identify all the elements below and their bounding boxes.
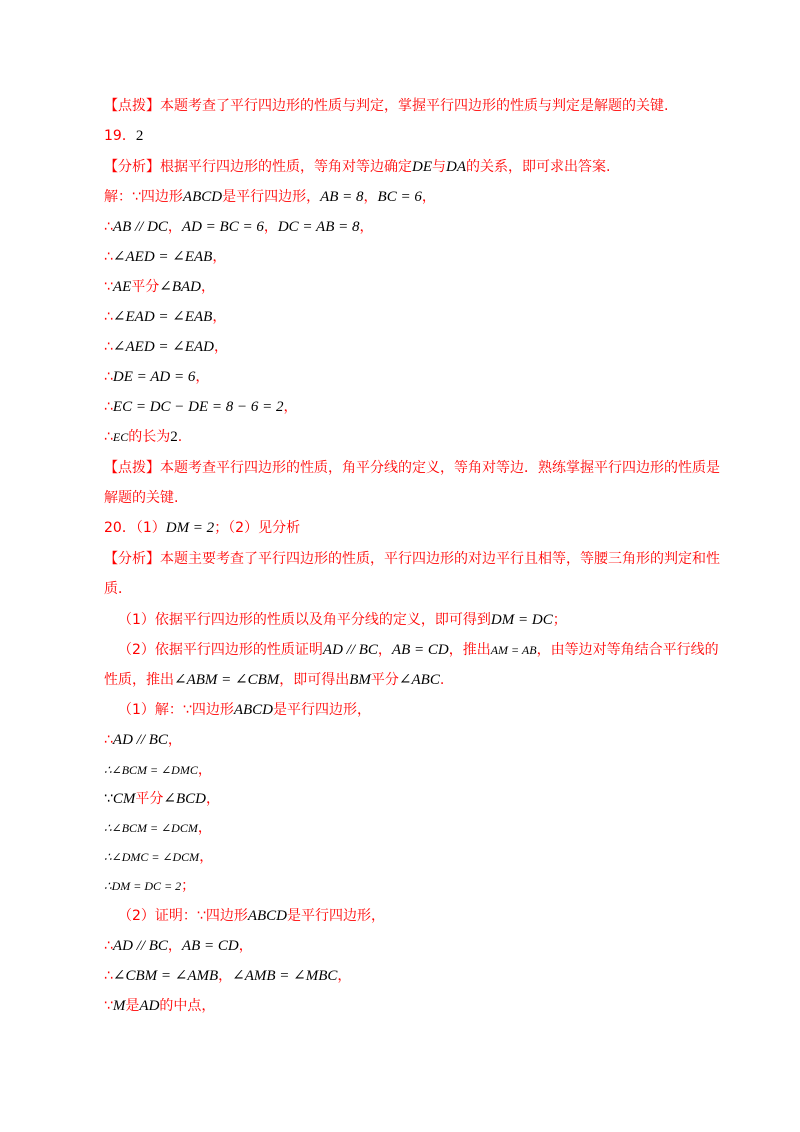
math: AB = 8	[320, 189, 364, 205]
text: 质．	[104, 581, 132, 597]
math: AD // BC	[322, 642, 378, 658]
text: ，	[359, 219, 374, 235]
text: （2）依据平行四边形的性质证明	[118, 642, 323, 658]
math: DE = AD = 6	[112, 369, 196, 385]
math: ∠AMB = ∠MBC	[232, 968, 338, 984]
math: BC = 6	[377, 189, 422, 205]
solution-line	[104, 427, 182, 447]
analysis-20-part2	[118, 640, 719, 660]
text: ，	[206, 791, 220, 807]
solution-line	[104, 789, 220, 809]
analysis-20-part1	[118, 610, 567, 630]
because-symbol: ∵	[104, 279, 113, 295]
tip-paragraph-19-cont	[104, 488, 178, 508]
text: ；（2）见分析	[214, 520, 301, 536]
text: 是平行四边形，	[273, 702, 371, 718]
text: ，	[197, 820, 212, 836]
answer-19-header	[104, 126, 143, 146]
text: .	[177, 429, 183, 445]
solution-line	[104, 760, 212, 780]
math: ∴DM = DC = 2	[104, 879, 182, 893]
math: AE	[112, 279, 132, 295]
solution-line	[104, 187, 436, 207]
math: BM	[349, 672, 371, 688]
text: ，	[212, 249, 227, 265]
solution-line	[104, 217, 373, 237]
solution-line	[104, 397, 298, 417]
text: 【分析】根据平行四边形的性质，等角对等边确定	[104, 159, 412, 175]
text: 平分	[135, 791, 164, 807]
math: DC = AB = 8	[277, 219, 360, 235]
solution-line	[104, 307, 226, 327]
text: ，	[200, 279, 215, 295]
text: ，推出	[448, 642, 491, 658]
math: AB = CD	[391, 642, 449, 658]
math: ABCD	[247, 908, 287, 924]
math: DM = DC	[490, 612, 553, 628]
text: ，	[167, 219, 182, 235]
text: ，	[238, 938, 253, 954]
therefore-symbol: ∴	[104, 219, 113, 235]
text: ，	[167, 938, 182, 954]
therefore-symbol: ∴	[104, 339, 113, 355]
text: 【点拨】本题考查了平行四边形的性质与判定，掌握平行四边形的性质与判定是解题的关键.	[104, 98, 669, 114]
text: 平分	[370, 672, 399, 688]
math: DM = 2	[165, 520, 215, 536]
text: ，	[199, 849, 214, 865]
math: ∠ABC	[398, 672, 440, 688]
math: AB // DC	[112, 219, 168, 235]
solution-line	[104, 876, 195, 896]
text: 与	[432, 159, 446, 175]
answer-20-header	[104, 518, 300, 538]
therefore-symbol: ∴	[104, 249, 113, 265]
solution-line	[104, 730, 182, 750]
therefore-symbol: ∴	[104, 968, 113, 984]
solution-line	[104, 277, 215, 297]
solution-line	[104, 847, 213, 867]
text: ，即可得出	[279, 672, 350, 688]
math: AD	[139, 998, 160, 1014]
solution-line	[104, 247, 226, 267]
because-symbol: ∵	[104, 998, 113, 1014]
question-number: 20．（1）	[104, 520, 166, 536]
math: CM	[112, 791, 136, 807]
math: ∠CBM = ∠AMB	[112, 968, 219, 984]
math: ∴∠BCM = ∠DCM	[104, 821, 198, 835]
text: 解题的关键.	[104, 490, 179, 506]
text: ，	[337, 968, 352, 984]
math: ∠AED = ∠EAD	[112, 339, 214, 355]
text: ，	[197, 762, 212, 778]
text: 是	[125, 998, 140, 1014]
text: 【点拨】本题考查平行四边形的性质，角平分线的定义，等角对等边．熟练掌握平行四边形的性质是	[104, 460, 720, 476]
text: ，	[377, 642, 392, 658]
math: ∠AED = ∠EAB	[112, 249, 213, 265]
text: 平分	[131, 279, 160, 295]
math: DA	[446, 159, 466, 175]
math: 2	[170, 429, 178, 445]
math: ∠BAD	[159, 279, 201, 295]
therefore-symbol: ∴	[104, 429, 113, 445]
text: ，	[167, 732, 182, 748]
text: ，	[212, 309, 227, 325]
text: ；	[181, 878, 196, 894]
text: .	[439, 672, 445, 688]
text: ，由等边对等角结合平行线的	[536, 642, 719, 658]
text: 性质，推出	[104, 672, 174, 688]
tip-paragraph-19	[104, 458, 720, 478]
solution-line	[104, 367, 209, 387]
text: ，	[195, 369, 210, 385]
therefore-symbol: ∴	[104, 399, 113, 415]
math: EC = DC − DE = 8 − 6 = 2	[112, 399, 284, 415]
solution-line	[104, 966, 351, 986]
answer-value: 2	[135, 128, 144, 144]
analysis-19	[104, 157, 610, 177]
tip-paragraph-18	[104, 96, 668, 116]
question-number: 19．	[104, 128, 136, 144]
text: ，	[214, 339, 228, 355]
text: ，	[218, 968, 233, 984]
analysis-20-part2-cont	[104, 670, 444, 690]
solution-line	[104, 818, 212, 838]
text: ，	[363, 189, 378, 205]
therefore-symbol: ∴	[104, 938, 113, 954]
text: 是平行四边形，	[222, 189, 321, 205]
math: AM = AB	[490, 643, 537, 657]
text: （1）解：∵四边形	[118, 702, 234, 718]
analysis-20-cont	[104, 579, 132, 599]
math: ∠BCD	[163, 791, 206, 807]
text: ，	[263, 219, 278, 235]
text: ，	[283, 399, 298, 415]
text: （2）证明：∵四边形	[118, 908, 248, 924]
because-symbol: ∵	[104, 791, 113, 807]
math: DE	[412, 159, 432, 175]
math: EC	[112, 430, 129, 444]
therefore-symbol: ∴	[104, 732, 113, 748]
analysis-20	[104, 549, 720, 569]
solution-line	[104, 936, 253, 956]
math: AD = BC = 6	[181, 219, 264, 235]
text: 解：∵四边形	[104, 189, 183, 205]
solution-line	[104, 996, 215, 1016]
text: 是平行四边形，	[287, 908, 385, 924]
math: AD // BC	[112, 732, 168, 748]
text: 【分析】本题主要考查了平行四边形的性质，平行四边形的对边平行且相等，等腰三角形的判定和性	[104, 551, 720, 567]
math: ∠ABM = ∠CBM	[174, 672, 280, 688]
solution-line	[104, 337, 228, 357]
math: AD // BC	[112, 938, 168, 954]
math: ∴∠DMC = ∠DCM	[104, 850, 200, 864]
math: ∴∠BCM = ∠DMC	[104, 763, 198, 777]
therefore-symbol: ∴	[104, 309, 113, 325]
math: AB = CD	[181, 938, 239, 954]
text: ；	[552, 612, 567, 628]
text: 的关系，即可求出答案.	[466, 159, 611, 175]
solution-20-2	[118, 906, 385, 926]
text: 的中点，	[159, 998, 216, 1014]
math: M	[112, 998, 126, 1014]
therefore-symbol: ∴	[104, 369, 113, 385]
math: ∠EAD = ∠EAB	[112, 309, 213, 325]
math: ABCD	[182, 189, 223, 205]
solution-20-1	[118, 700, 371, 720]
text: 的长为	[128, 429, 171, 445]
text: （1）依据平行四边形的性质以及角平分线的定义，即可得到	[118, 612, 491, 628]
text: ，	[421, 189, 436, 205]
math: ABCD	[233, 702, 273, 718]
